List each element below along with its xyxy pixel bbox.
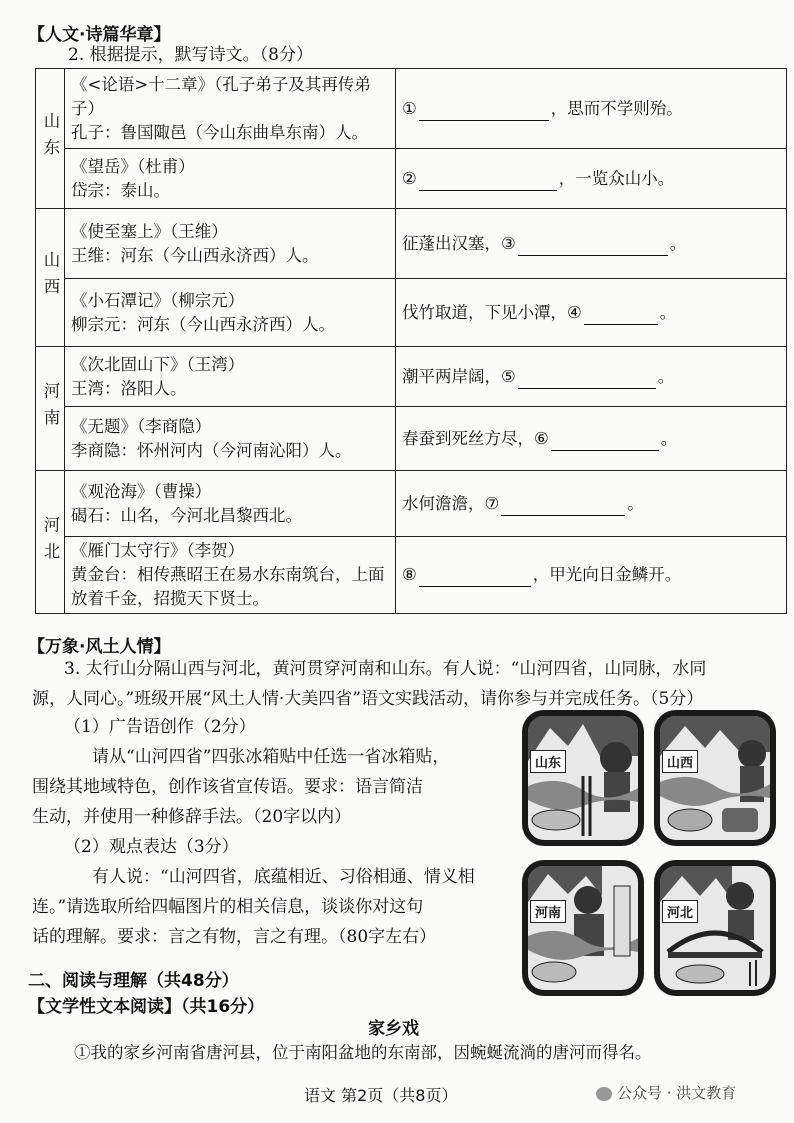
poem-row [36, 407, 787, 471]
province-cell: 山东 [36, 69, 65, 209]
subtask-2-title: （2）观点表达（3分） [64, 837, 239, 857]
province-cell: 山西 [36, 209, 65, 347]
answer-blank[interactable] [584, 306, 658, 325]
sticker-hebei [654, 860, 776, 996]
answer-blank[interactable] [419, 568, 531, 587]
answer-prefix: 春蚕到死丝方尽，⑥ [402, 428, 549, 448]
answer-prefix: ① [402, 98, 417, 118]
source-info-cell: 《观沧海》（曹操） 碣石：山名，今河北昌黎西北。 [65, 471, 396, 537]
source-info-cell: 《雁门太守行》（李贺） 黄金台：相传燕昭王在易水东南筑台，上面放着千金，招揽天下贤士。 [65, 537, 396, 614]
answer-blank[interactable] [419, 102, 549, 121]
answer-suffix: 。 [660, 428, 678, 448]
subtask-1-title: （1）广告语创作（2分） [64, 717, 256, 737]
fridge-magnet-images [522, 710, 784, 998]
sticker-shanxi-art [660, 716, 770, 840]
section-title-customs: 【万象·风土人情】 [28, 637, 171, 657]
answer-prefix: 潮平两岸阔，⑤ [402, 366, 516, 386]
poem-row [36, 347, 787, 407]
story-title: 家乡戏 [368, 1019, 419, 1039]
poem-row [36, 209, 787, 279]
subtask-1-line: 围绕其地域特色，创作该省宣传语。要求：语言简洁 [32, 777, 423, 797]
answer-prefix: 征蓬出汉塞，③ [402, 233, 516, 253]
sticker-label: 山东 [530, 750, 566, 773]
answer-prefix: 伐竹取道，下见小潭，④ [402, 302, 582, 322]
answer-blank[interactable] [551, 432, 659, 451]
poem-row [36, 279, 787, 347]
answer-suffix: 。 [627, 493, 644, 513]
sticker-label: 河北 [662, 900, 698, 923]
poem-row [36, 149, 787, 209]
province-cell: 河南 [36, 347, 65, 471]
watermark [596, 1082, 736, 1103]
literary-reading-heading: 【文学性文本阅读】（共16分） [28, 997, 265, 1017]
question-3-line2: 源，人同心。”班级开展“风土人情·大美四省”语文实践活动，请你参与并完成任务。（5分） [32, 689, 704, 709]
story-paragraph-1: ①我的家乡河南省唐河县，位于南阳盆地的东南部，因蜿蜒流淌的唐河而得名。 [74, 1043, 652, 1062]
answer-cell [396, 69, 787, 149]
sticker-hebei-art [660, 866, 770, 990]
page-number: 语文 第2页（共8页） [304, 1086, 458, 1105]
answer-cell [396, 149, 787, 209]
source-info-cell: 《无题》（李商隐） 李商隐：怀州河内（今河南沁阳）人。 [65, 407, 396, 471]
source-info-cell: 《<论语>十二章》（孔子弟子及其再传弟子） 孔子：鲁国陬邑（今山东曲阜东南）人。 [65, 69, 396, 149]
answer-cell [396, 209, 787, 279]
answer-prefix: 水何澹澹，⑦ [402, 493, 500, 513]
answer-cell [396, 537, 787, 614]
section-title-poetry: 【人文·诗篇华章】 [28, 25, 171, 45]
source-info-cell: 《次北固山下》（王湾） 王湾：洛阳人。 [65, 347, 396, 407]
answer-cell [396, 347, 787, 407]
part-2-heading: 二、阅读与理解（共48分） [28, 971, 239, 991]
sticker-henan-art [528, 866, 638, 990]
answer-suffix: ，一览众山小。 [558, 168, 675, 188]
answer-suffix: 。 [659, 302, 677, 322]
province-cell: 河北 [36, 471, 65, 614]
answer-suffix: 。 [657, 366, 675, 386]
answer-blank[interactable] [501, 497, 625, 516]
subtask-2-line: 有人说：“山河四省，底蕴相近、习俗相通、情义相 [92, 867, 475, 887]
poem-row [36, 69, 787, 149]
sticker-shandong [522, 710, 644, 846]
answer-suffix: ，甲光向日金鳞开。 [532, 565, 682, 584]
answer-blank[interactable] [419, 172, 557, 191]
question-3-line1: 3. 太行山分隔山西与河北，黄河贯穿河南和山东。有人说：“山河四省，山同脉，水同 [64, 659, 707, 679]
poem-row [36, 537, 787, 614]
subtask-2-line: 话的理解。要求：言之有物，言之有理。（80字左右） [32, 927, 437, 947]
answer-prefix: ⑧ [402, 565, 417, 584]
answer-blank[interactable] [518, 237, 668, 256]
sticker-shanxi [654, 710, 776, 846]
answer-suffix: ，思而不学则殆。 [550, 98, 683, 118]
answer-cell [396, 471, 787, 537]
subtask-2-line: 连。”请选取所给四幅图片的相关信息，谈谈你对这句 [32, 897, 424, 917]
wechat-icon [596, 1087, 612, 1101]
source-info-cell: 《望岳》（杜甫） 岱宗：泰山。 [65, 149, 396, 209]
answer-blank[interactable] [518, 370, 656, 389]
source-info-cell: 《使至塞上》（王维） 王维：河东（今山西永济西）人。 [65, 209, 396, 279]
answer-cell [396, 407, 787, 471]
poem-table [35, 68, 787, 614]
source-info-cell: 《小石潭记》（柳宗元） 柳宗元：河东（今山西永济西）人。 [65, 279, 396, 347]
answer-prefix: ② [402, 168, 417, 188]
subtask-1-line: 请从“山河四省”四张冰箱贴中任选一省冰箱贴， [92, 747, 450, 767]
poem-row [36, 471, 787, 537]
answer-cell [396, 279, 787, 347]
sticker-label: 山西 [662, 750, 698, 773]
watermark-text: 公众号 · 洪文教育 [617, 1084, 737, 1102]
question-2: 2. 根据提示，默写诗文。（8分） [68, 45, 313, 65]
sticker-shandong-art [528, 716, 638, 840]
sticker-henan [522, 860, 644, 996]
sticker-label: 河南 [530, 900, 566, 923]
subtask-1-line: 生动，并使用一种修辞手法。（20字以内） [32, 807, 352, 827]
answer-suffix: 。 [669, 233, 687, 253]
